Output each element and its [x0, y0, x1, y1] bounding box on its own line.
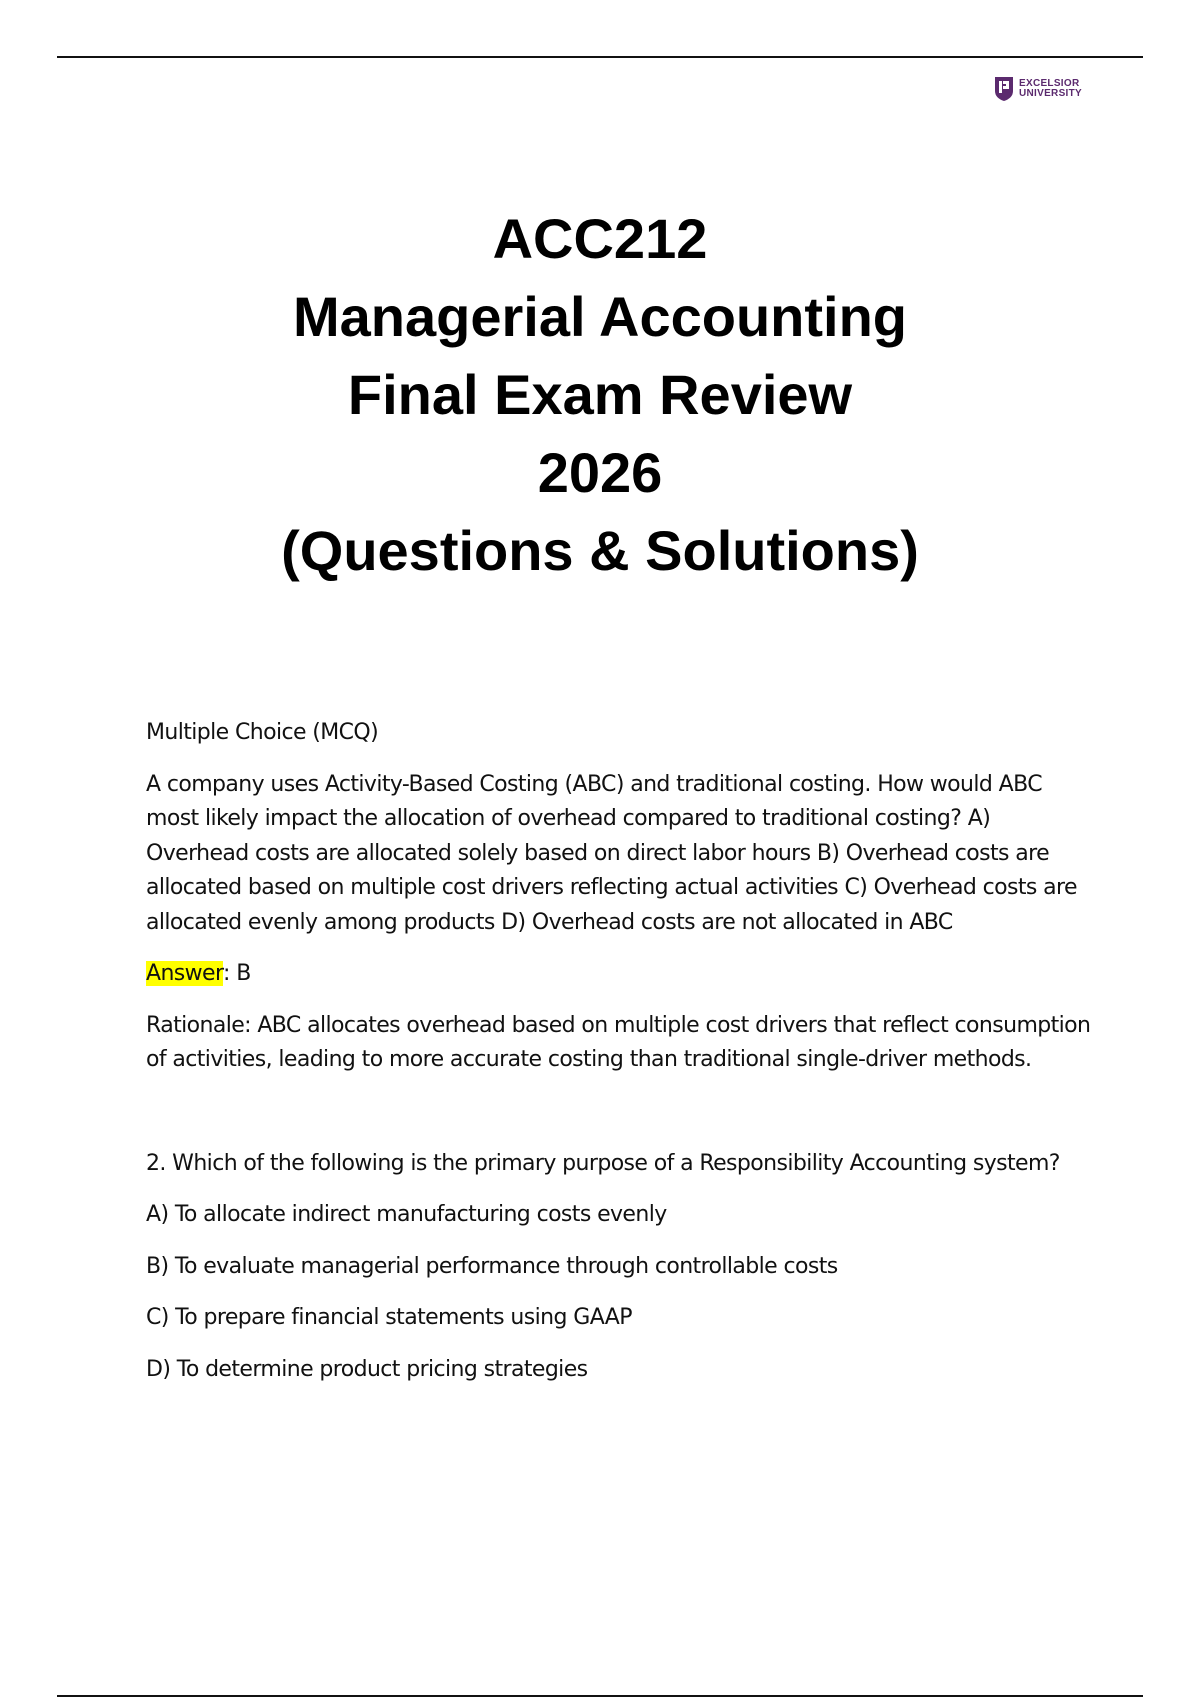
question-1-answer	[146, 957, 1096, 992]
spacer	[146, 1095, 1096, 1147]
answer-label: Answer	[146, 961, 224, 986]
title-exam-name: Final Exam Review	[347, 363, 853, 426]
title-subtitle: (Questions & Solutions)	[281, 519, 919, 582]
question-1-rationale: Rationale: ABC allocates overhead based on multiple cost drivers that reflect consumption of activities, leading to more accurate costing than traditional single-driver methods.	[146, 1012, 1091, 1072]
title-year: 2026	[537, 441, 663, 504]
question-1-text: A company uses Activity-Based Costing (ABC) and traditional costing. How would ABC most likely impact the allocation of overhead compared to traditional costing? A) Overhead costs are allocated solely based on direct labor hours B) Overhead costs are allocated based on multiple cost drivers reflecting actual activities C) Overhead costs are allocated evenly among products D) Overhead costs are not allocated in ABC	[146, 771, 1077, 935]
top-divider	[57, 56, 1143, 58]
document-body	[146, 716, 1096, 1404]
bottom-divider	[57, 1695, 1143, 1697]
university-logo	[994, 76, 1082, 102]
logo-line-1: EXCELSIOR	[1019, 78, 1080, 89]
question-2-option-b: B) To evaluate managerial performance through controllable costs	[146, 1253, 838, 1279]
question-2-option-c: C) To prepare financial statements using GAAP	[146, 1305, 632, 1330]
section-label: Multiple Choice (MCQ)	[146, 720, 379, 745]
title-course-code: ACC212	[492, 207, 708, 270]
title-course-name: Managerial Accounting	[292, 285, 907, 348]
logo-wordmark	[1019, 79, 1082, 99]
answer-value: : B	[223, 961, 251, 986]
document-title	[0, 200, 1200, 590]
question-2-option-d: D) To determine product pricing strategies	[146, 1356, 588, 1382]
logo-line-2: UNIVERSITY	[1019, 88, 1083, 99]
question-2-text: 2. Which of the following is the primary purpose of a Responsibility Accounting system?	[146, 1150, 1060, 1176]
university-crest-icon	[994, 76, 1014, 102]
question-2-option-a: A) To allocate indirect manufacturing costs evenly	[146, 1202, 667, 1227]
